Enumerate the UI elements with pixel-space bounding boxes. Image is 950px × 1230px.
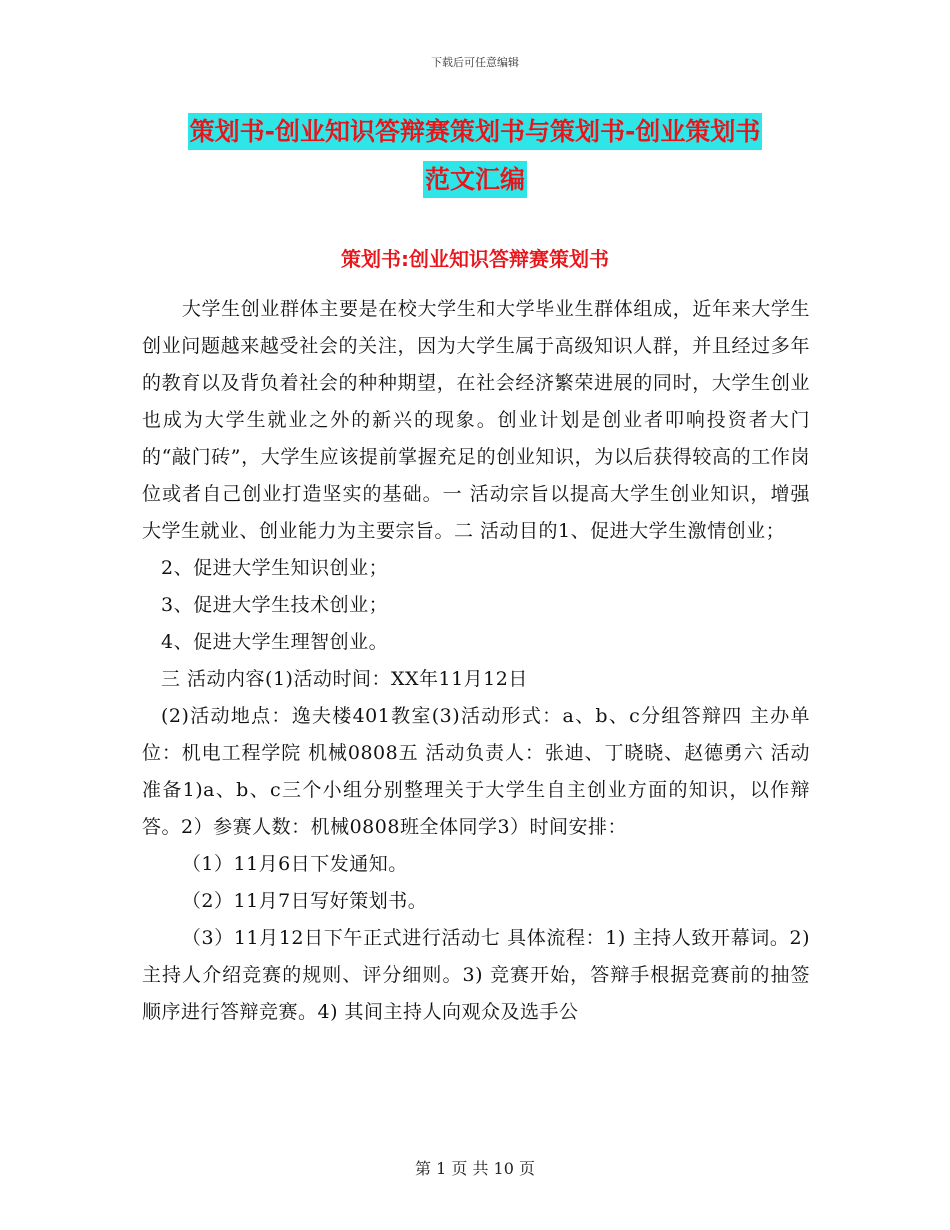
paragraph-schedule-3: （3）11月12日下午正式进行活动七 具体流程：1) 主持人致开幕词。2) 主持人介绍竞赛的规则、评分细则。3) 竞赛开始，答辩手根据竞赛前的抽签顺序进行答辩竞赛。4) 其间主持人向观众及选手公	[142, 927, 810, 1023]
title-line-1: 策划书-创业知识答辩赛策划书与策划书-创业策划书	[188, 113, 763, 150]
paragraph-goal-3: 3、促进大学生技术创业；	[161, 594, 389, 616]
title-line-2: 范文汇编	[423, 161, 527, 198]
paragraph-goal-4: 4、促进大学生理智创业。	[161, 631, 389, 653]
paragraph-goal-2: 2、促进大学生知识创业；	[161, 557, 389, 579]
document-title	[0, 108, 950, 204]
page-footer: 第 1 页 共 10 页	[415, 1159, 535, 1178]
paragraph-schedule-2: （2）11月7日写好策划书。	[181, 890, 428, 912]
section-title: 策划书:创业知识答辩赛策划书	[341, 247, 609, 271]
paragraph-intro: 大学生创业群体主要是在校大学生和大学毕业生群体组成，近年来大学生创业问题越来越受社会的关注，因为大学生属于高级知识人群，并且经过多年的教育以及背负着社会的种种期望，在社会经济繁荣进展的同时，大学生创业也成为大学生就业之外的新兴的现象。创业计划是创业者叩响投资者大门的“敲门砖”，大学生应该提前掌握充足的创业知识，为以后获得较高的工作岗位或者自己创业打造坚实的基础。一 活动宗旨以提高大学生创业知识，增强大学生就业、创业能力为主要宗旨。二 活动目的1、促进大学生激情创业；	[142, 298, 810, 542]
paragraph-schedule-1: （1）11月6日下发通知。	[181, 853, 408, 875]
paragraph-activity-details: (2)活动地点：逸夫楼401教室(3)活动形式：a、b、c分组答辩四 主办单位：机电工程学院 机械0808五 活动负责人：张迪、丁晓晓、赵德勇六 活动准备1)a、b、c三个小组分别整理关于大学生自主创业方面的知识，以作辩答。2）参赛人数：机械0808班全体同学3）时间安排：	[142, 705, 810, 838]
paragraph-activity-content: 三 活动内容(1)活动时间：XX年11月12日	[161, 668, 528, 690]
document-body	[142, 291, 810, 1031]
header-note: 下载后可任意编辑	[431, 56, 519, 69]
